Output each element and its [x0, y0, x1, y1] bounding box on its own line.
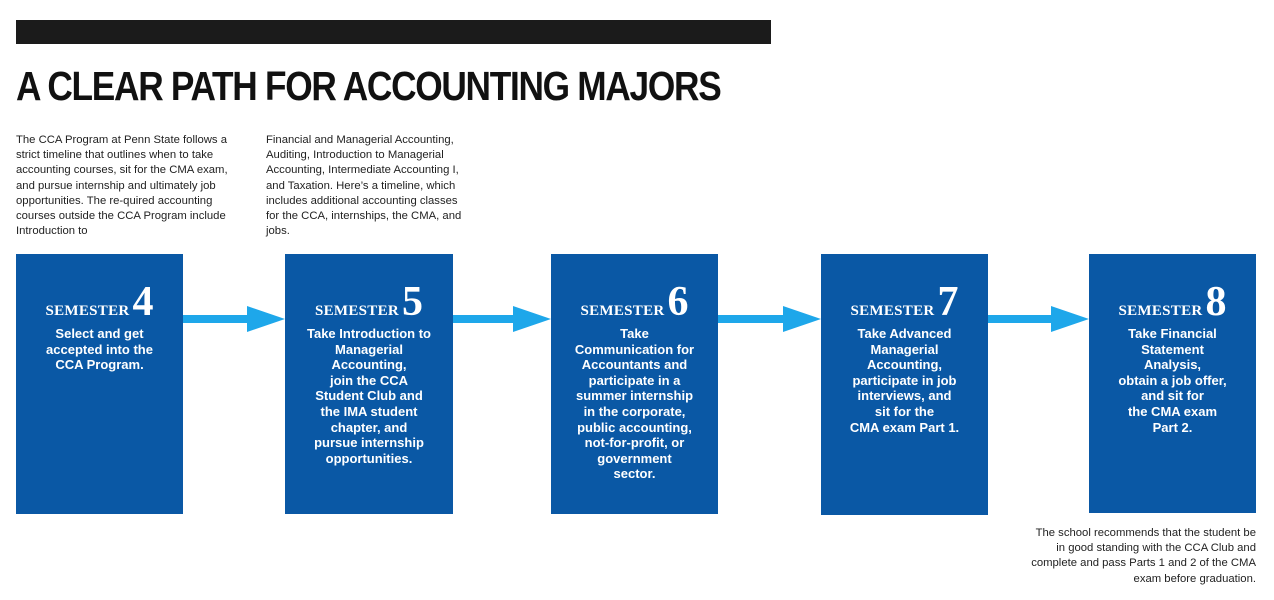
- semester-5-heading: [295, 279, 443, 326]
- semester-5-description: Take Introduction to Managerial Accounting, join the CCA Student Club and the IMA student chapter, and pursue internship opportunities.: [307, 326, 431, 466]
- arrow-right-icon: [183, 306, 285, 332]
- arrow-right-icon: [988, 306, 1089, 332]
- semester-8-label: SEMESTER: [1118, 303, 1203, 319]
- semester-4-label: SEMESTER: [45, 303, 130, 319]
- semester-7-number: 7: [937, 279, 959, 325]
- semester-8-box: [1089, 254, 1256, 513]
- intro-text-column-1: The CCA Program at Penn State follows a strict timeline that outlines when to take accounting courses, sit for the CMA exam, and pursue internship and ultimately job opportunities. The re-quired accounting courses outside the CCA Program include Introduction to: [16, 134, 228, 238]
- semester-6-description: Take Communication for Accountants and participate in a summer internship in the corporate, public accounting, not-for-profit, or government sector.: [574, 326, 695, 482]
- arrow-right-icon: [453, 306, 551, 332]
- semester-6-box: [551, 254, 718, 514]
- semester-5-box: [285, 254, 453, 514]
- semester-4-description: Select and get accepted into the CCA Program.: [46, 326, 153, 373]
- semester-7-heading: [831, 279, 978, 326]
- semester-5-label: SEMESTER: [314, 303, 400, 319]
- semester-4-box: [16, 254, 183, 514]
- semester-8-heading: [1099, 279, 1246, 326]
- footnote: The school recommends that the student be in good standing with the CCA Club and complete and pass Parts 1 and 2 of the CMA exam before graduation.: [1031, 527, 1256, 585]
- page-title: A CLEAR PATH FOR ACCOUNTING MAJORS: [16, 63, 721, 109]
- semester-6-label: SEMESTER: [580, 303, 665, 319]
- semester-6-heading: [561, 279, 708, 326]
- arrow-right-icon: [718, 306, 821, 332]
- semester-7-description: Take Advanced Managerial Accounting, participate in job interviews, and sit for the CMA exam Part 1.: [849, 326, 960, 435]
- semester-8-description: Take Financial Statement Analysis, obtain a job offer, and sit for the CMA exam Part 2.: [1118, 326, 1227, 435]
- semester-8-number: 8: [1205, 279, 1227, 325]
- intro-text-column-2: Financial and Managerial Accounting, Auditing, Introduction to Managerial Accounting, Intermediate Accounting I, and Taxation. Here’s a timeline, which includes additional accounting classes for the CCA, internships, the CMA, and jobs.: [266, 134, 462, 238]
- semester-7-box: [821, 254, 988, 515]
- header-bar: [16, 20, 771, 44]
- semester-4-number: 4: [132, 279, 154, 325]
- semester-5-number: 5: [402, 279, 424, 325]
- semester-6-number: 6: [667, 279, 689, 325]
- semester-7-label: SEMESTER: [850, 303, 935, 319]
- semester-4-heading: [26, 279, 173, 326]
